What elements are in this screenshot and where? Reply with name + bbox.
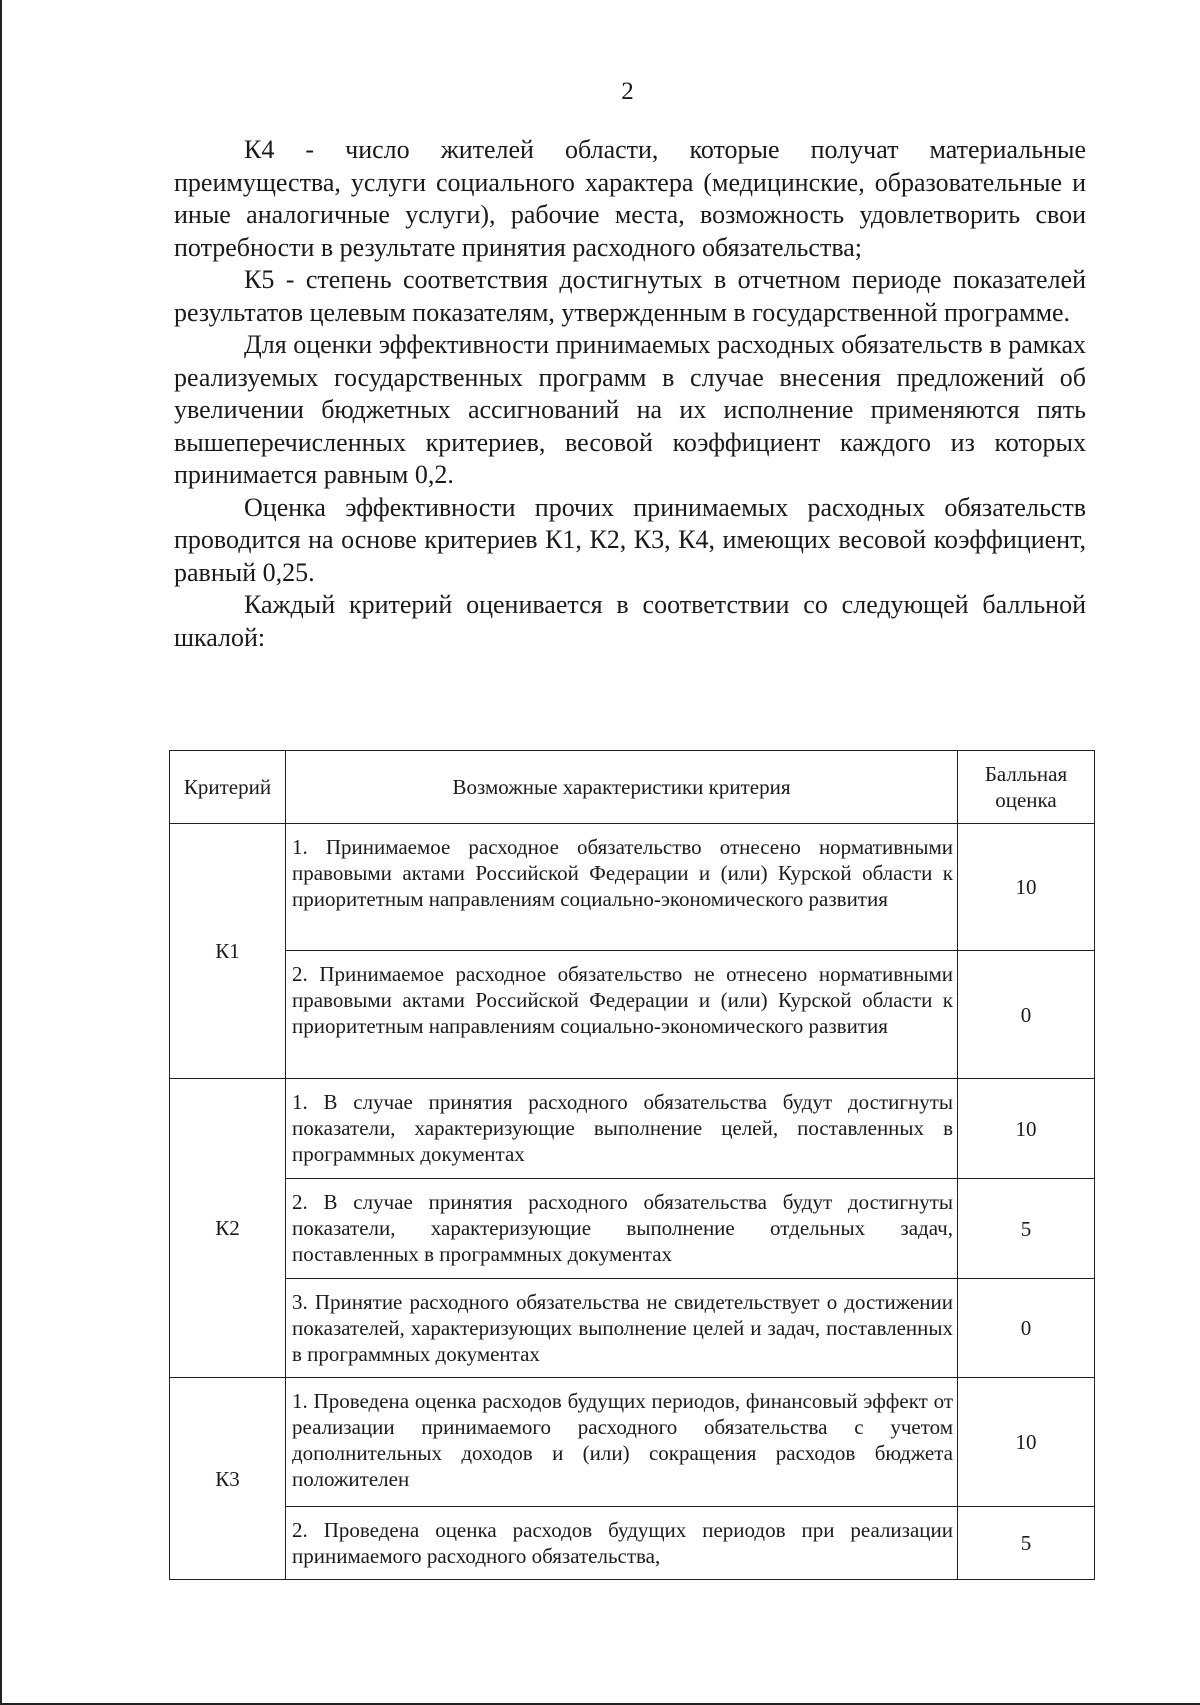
- table-row: [170, 1279, 1095, 1378]
- score-value: 5: [958, 1179, 1095, 1279]
- characteristic-text: 2. Проведена оценка расходов будущих периодов при реализации принимаемого расходного обязательства,: [286, 1507, 958, 1580]
- characteristic-text: 1. Проведена оценка расходов будущих периодов, финансовый эффект от реализации принимаемого расходного обязательства с учетом дополнительных доходов и (или) сокращения расходов бюджета положителен: [286, 1378, 958, 1507]
- criterion-k2: К2: [170, 1079, 286, 1378]
- characteristic-text: 1. В случае принятия расходного обязательства будут достигнуты показатели, характеризующие выполнение целей, поставленных в программных документах: [286, 1079, 958, 1179]
- paragraph-k4: К4 - число жителей области, которые получат материальные преимущества, услуги социального характера (медицинские, образовательные и иные аналогичные услуги), рабочие места, возможность удовлетворить свои потребности в результате принятия расходного обязательства;: [174, 135, 1086, 262]
- table-row: [170, 1507, 1095, 1580]
- score-value: 10: [958, 1079, 1095, 1179]
- table-row: [170, 1179, 1095, 1279]
- characteristic-text: 1. Принимаемое расходное обязательство отнесено нормативными правовыми актами Российской Федерации и (или) Курской области к приоритетным направлениям социально-экономического развития: [286, 824, 958, 951]
- header-score: Балльная оценка: [958, 751, 1095, 824]
- paragraph-scale-intro: Каждый критерий оценивается в соответствии со следующей балльной шкалой:: [174, 590, 1086, 652]
- header-characteristics: Возможные характеристики критерия: [286, 751, 958, 824]
- page-edge-left: [0, 0, 2, 1705]
- paragraph-k5: К5 - степень соответствия достигнутых в отчетном периоде показателей результатов целевым показателям, утвержденным в государственной программе.: [174, 265, 1086, 327]
- criterion-k1: К1: [170, 824, 286, 1079]
- paragraph-evaluation-programs: Для оценки эффективности принимаемых расходных обязательств в рамках реализуемых государственных программ в случае внесения предложений об увеличении бюджетных ассигнований на их исполнение применяются пять вышеперечисленных критериев, весовой коэффициент каждого из которых принимается равным 0,2.: [174, 330, 1086, 489]
- criterion-k3: К3: [170, 1378, 286, 1580]
- table-row: [170, 951, 1095, 1079]
- score-value: 0: [958, 951, 1095, 1079]
- paragraph-evaluation-other: Оценка эффективности прочих принимаемых расходных обязательств проводится на основе критериев К1, К2, К3, К4, имеющих весовой коэффициент, равный 0,25.: [174, 492, 1086, 587]
- characteristic-text: 2. В случае принятия расходного обязательства будут достигнуты показатели, характеризующие выполнение отдельных задач, поставленных в программных документах: [286, 1179, 958, 1279]
- score-value: 10: [958, 824, 1095, 951]
- table-row: [170, 1378, 1095, 1507]
- table-row: [170, 1079, 1095, 1179]
- header-criterion: Критерий: [170, 751, 286, 824]
- table-header-row: [170, 751, 1095, 824]
- score-value: 5: [958, 1507, 1095, 1580]
- characteristic-text: 3. Принятие расходного обязательства не свидетельствует о достижении показателей, характеризующих выполнение целей и задач, поставленных в программных документах: [286, 1279, 958, 1378]
- criteria-score-table: [169, 750, 1095, 1580]
- score-value: 0: [958, 1279, 1095, 1378]
- page-number: 2: [621, 78, 634, 105]
- characteristic-text: 2. Принимаемое расходное обязательство не отнесено нормативными правовыми актами Российской Федерации и (или) Курской области к приоритетным направлениям социально-экономического развития: [286, 951, 958, 1079]
- score-value: 10: [958, 1378, 1095, 1507]
- body-text: [174, 134, 1086, 654]
- table-row: [170, 824, 1095, 951]
